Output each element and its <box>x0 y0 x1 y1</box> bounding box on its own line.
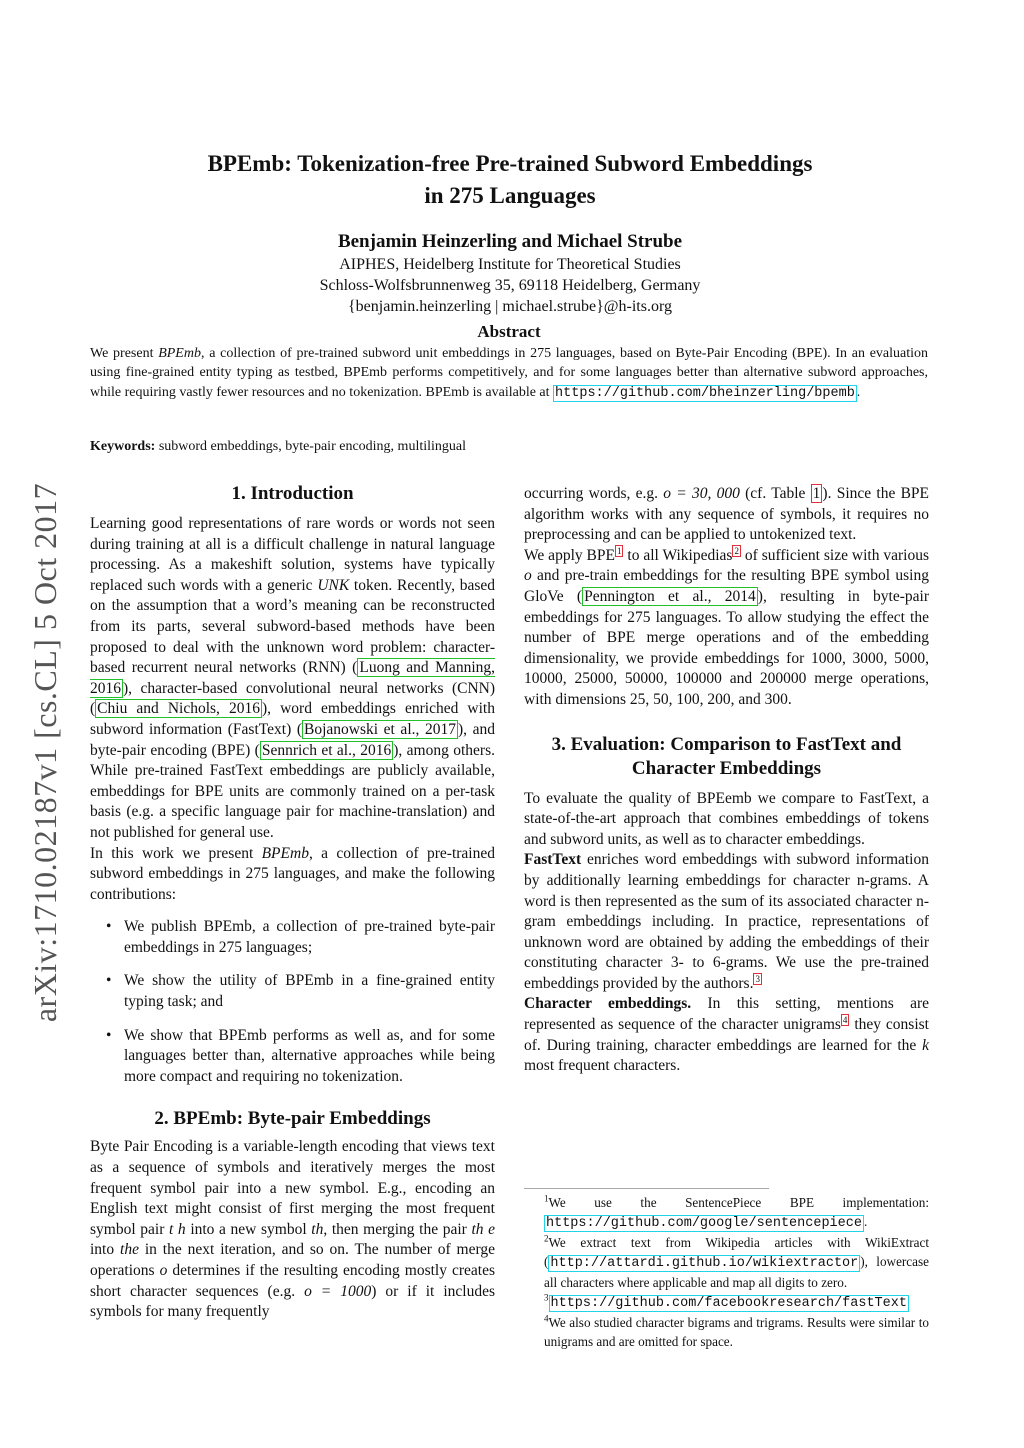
char-embeddings-label: Character embeddings. <box>524 995 692 1013</box>
bpe-heading: 2. BPEmb: Byte-pair Embeddings <box>154 1108 431 1130</box>
intro-text: ), among others. While pre-trained FastText embeddings are publicly available, embeddings for BPE units are commonly trained on a per-task basis (e.g. a specific language pair for machine-translation) and not published for general use. <box>90 741 495 841</box>
footnote-link-wikiextractor[interactable]: http://attardi.github.io/wikiextractor <box>550 1256 859 1271</box>
bpe-paragraph <box>90 1137 495 1322</box>
footnote-2 <box>524 1233 929 1292</box>
intro-text: , a collection of pre-trained subword embeddings in 275 languages, and make the following contributions: <box>90 844 495 903</box>
abstract-heading: Abstract <box>477 322 541 341</box>
bpe-paragraph-2 <box>524 546 929 711</box>
fasttext-label: FastText <box>524 851 582 869</box>
var-o: o <box>159 1262 168 1279</box>
footnote-text: We use the SentencePiece BPE implementation: <box>548 1195 929 1210</box>
abstract-text: We present <box>90 346 159 361</box>
footnote-number: 3 <box>544 1292 549 1303</box>
symbol-t-h: t h <box>169 1220 186 1238</box>
footnote-text: . <box>863 1214 868 1229</box>
intro-text: In this work we present <box>90 844 262 862</box>
var-o: o <box>524 567 532 585</box>
bpe-paragraph-continued <box>524 484 929 546</box>
footnote-text: ), lowercase all characters where applicable and map all digits to zero. <box>544 1254 929 1290</box>
bpe-text: of sufficient size with various <box>740 546 929 564</box>
symbol-th-e: th e <box>471 1220 495 1238</box>
eval-text: enriches word embeddings with subword information by additionally learning embeddings for character n-grams. A word is then represented as the sum of its associated character n-gram embeddings including. In practice, representations of unknown word are obtained by adding the embeddings of their constituting character 3- to 6-grams. We use the pre-trained embeddings provided by the authors. <box>524 851 929 992</box>
bpe-text: (cf. Table <box>739 485 811 502</box>
symbol-the: the <box>120 1241 139 1259</box>
eval-heading-line-2: Character Embeddings <box>631 757 822 779</box>
intro-text: ), word embeddings enriched with subword information (FastText) ( <box>90 700 495 738</box>
footnote-ref-2[interactable]: 2 <box>734 545 739 556</box>
table-ref-1[interactable]: 1 <box>812 485 821 502</box>
keywords-label: Keywords: <box>90 439 156 454</box>
footnote-3 <box>524 1292 929 1313</box>
footnote-text: We extract text from Wikipedia articles with WikiExtract ( <box>544 1235 929 1269</box>
citation-bojanowski[interactable]: Bojanowski et al., 2017 <box>304 720 456 738</box>
paper-title <box>150 148 870 212</box>
bpe-text: We apply BPE <box>524 546 615 564</box>
abstract-end: . <box>856 384 861 400</box>
bpe-text: ) or if it includes symbols for many frequently <box>90 1282 495 1321</box>
citation-pennington[interactable]: Pennington et al., 2014 <box>584 587 756 605</box>
arxiv-sidebar <box>28 462 64 1042</box>
bpe-text: determines if the resulting encoding mostly creates short character sequences (e.g. <box>90 1262 495 1300</box>
bpe-text: to all Wikipedias <box>623 546 733 564</box>
intro-text: ), character-based convolutional neural networks (CNN) ( <box>90 679 495 718</box>
abstract-body <box>90 344 928 403</box>
footnote-4 <box>524 1313 929 1351</box>
eval-heading-line-1: 3. Evaluation: Comparison to FastText and <box>551 733 902 755</box>
bpe-text: occurring words, e.g. <box>524 485 664 502</box>
unk-term: UNK <box>317 576 350 594</box>
footnote-number: 4 <box>544 1313 549 1324</box>
keywords <box>90 438 928 456</box>
intro-paragraph-2 <box>90 844 495 906</box>
bpe-text: , then merging the pair <box>323 1220 472 1238</box>
footnote-number: 2 <box>544 1233 549 1244</box>
arxiv-identifier: arXiv:1710.02187v1 [cs.CL] 5 Oct 2017 <box>27 482 64 1022</box>
emails: {benjamin.heinzerling | michael.strube}@h-its.org <box>347 298 673 315</box>
eval-text: In this setting, mentions are represented as sequence of the character unigrams <box>524 995 929 1034</box>
intro-text: ), and byte-pair encoding (BPE) ( <box>90 720 495 759</box>
abstract-text-2: , a collection of pre-trained subword unit embeddings in 275 languages, based on Byte-Pair Encoding (BPE). In an evaluation using fine-grained entity typing as testbed, BPEmb performs competitively, and for some languages better than alternative subword approaches, while requiring vastly fewer resources and no tokenization. BPEmb is available at <box>90 346 928 400</box>
equation-o-30000: o = 30, 000 <box>663 485 740 502</box>
list-item: • We show the utility of BPEmb in a fine-grained entity typing task; and <box>90 971 495 1012</box>
equation-o: o = 1000 <box>304 1282 372 1300</box>
affiliation: AIPHES, Heidelberg Institute for Theoretical Studies <box>339 256 681 273</box>
keywords-text: subword embeddings, byte-pair encoding, multilingual <box>155 439 466 454</box>
author-names: Benjamin Heinzerling and Michael Strube <box>337 231 683 252</box>
abstract-github-link[interactable]: https://github.com/bheinzerling/bpemb <box>555 385 855 401</box>
title-line-1: BPEmb: Tokenization-free Pre-trained Subword Embeddings <box>207 151 813 176</box>
bpe-text: and pre-train embeddings for the resulting BPE symbol using GloVe ( <box>524 567 929 605</box>
bpe-text: ), resulting in byte-pair embeddings for 275 languages. To allow studying the effect the number of BPE merge operations and of the embedding dimensionality, we provide embeddings for 1000, 3000, 5000, 10000, 25000, 50000, 100000 and 200000 merge operations, with dimensions 25, 50, 100, 200, and 300. <box>524 587 929 708</box>
bpe-text: in the next iteration, and so on. The number of merge operations <box>90 1241 495 1279</box>
eval-text: they consist of. During training, character embeddings are learned for the <box>524 1016 929 1054</box>
var-k: k <box>922 1036 929 1054</box>
bpe-text: into <box>90 1241 121 1259</box>
intro-text: Learning good representations of rare words or words not seen during training at all is a difficult challenge in natural language processing. As a makeshift solution, systems have typically replaced such words with a generic <box>90 515 495 594</box>
bpe-text: Byte Pair Encoding is a variable-length encoding that views text as a sequence of symbols and iteratively merges the most frequent symbol pair into a new symbol. E.g., encoding an English text might consist of first merging the most frequent symbol pair <box>90 1138 495 1238</box>
list-item: • We publish BPEmb, a collection of pre-trained byte-pair embeddings in 275 languages; <box>90 917 495 958</box>
citation-luong[interactable]: Luong and Manning, 2016 <box>90 659 495 697</box>
intro-text: token. Recently, based on the assumption that a word’s meaning can be reconstructed from its parts, several subword-based methods have been proposed to deal with the unknown word problem: character-based recurrent neural networks (RNN) ( <box>90 576 495 677</box>
symbol-th: th <box>311 1220 324 1238</box>
footnote-text: We also studied character bigrams and trigrams. Results were similar to unigrams and are omitted for space. <box>544 1315 929 1349</box>
author-block <box>150 230 870 317</box>
footnote-ref-1[interactable]: 1 <box>616 545 622 556</box>
bpe-text: into a new symbol <box>185 1220 312 1238</box>
footnote-link-sentencepiece[interactable]: https://github.com/google/sentencepiece <box>546 1216 862 1231</box>
footnote-1 <box>524 1193 929 1233</box>
footnote-divider <box>524 1188 769 1189</box>
footnote-link-fasttext[interactable]: https://github.com/facebookresearch/fastText <box>550 1296 907 1311</box>
abstract-bpemb: BPEmb <box>158 346 201 361</box>
footnote-ref-4[interactable]: 4 <box>842 1014 848 1025</box>
footnote-ref-3[interactable]: 3 <box>755 973 760 984</box>
bpe-text: ). Since the BPE algorithm works with any sequence of symbols, it requires no preprocessing and can be applied to untokenized text. <box>524 485 929 544</box>
intro-heading: 1. Introduction <box>231 483 354 504</box>
eval-paragraph-fasttext <box>524 850 929 994</box>
citation-chiu[interactable]: Chiu and Nichols, 2016 <box>97 700 260 718</box>
address: Schloss-Wolfsbrunnenweg 35, 69118 Heidelberg, Germany <box>319 277 701 294</box>
footnote-number: 1 <box>544 1193 549 1204</box>
list-item: • We show that BPEmb performs as well as, and for some languages better than, alternative approaches while being more compact and requiring no tokenization. <box>90 1026 495 1088</box>
eval-text: most frequent characters. <box>524 1057 681 1075</box>
title-line-2: in 275 Languages <box>424 183 596 208</box>
footnotes <box>524 1188 929 1351</box>
citation-sennrich[interactable]: Sennrich et al., 2016 <box>261 741 392 759</box>
eval-paragraph-char <box>524 994 929 1076</box>
right-column <box>524 484 929 1077</box>
bpemb-term: BPEmb <box>261 844 309 862</box>
eval-paragraph-1: To evaluate the quality of BPEemb we compare to FastText, a state-of-the-art approach that combines embeddings of tokens and subword units, as well as to character embeddings. <box>524 789 929 848</box>
intro-paragraph-1 <box>90 514 495 844</box>
eval-heading <box>524 733 929 781</box>
contributions-list <box>90 917 495 1087</box>
left-column <box>90 482 495 1323</box>
